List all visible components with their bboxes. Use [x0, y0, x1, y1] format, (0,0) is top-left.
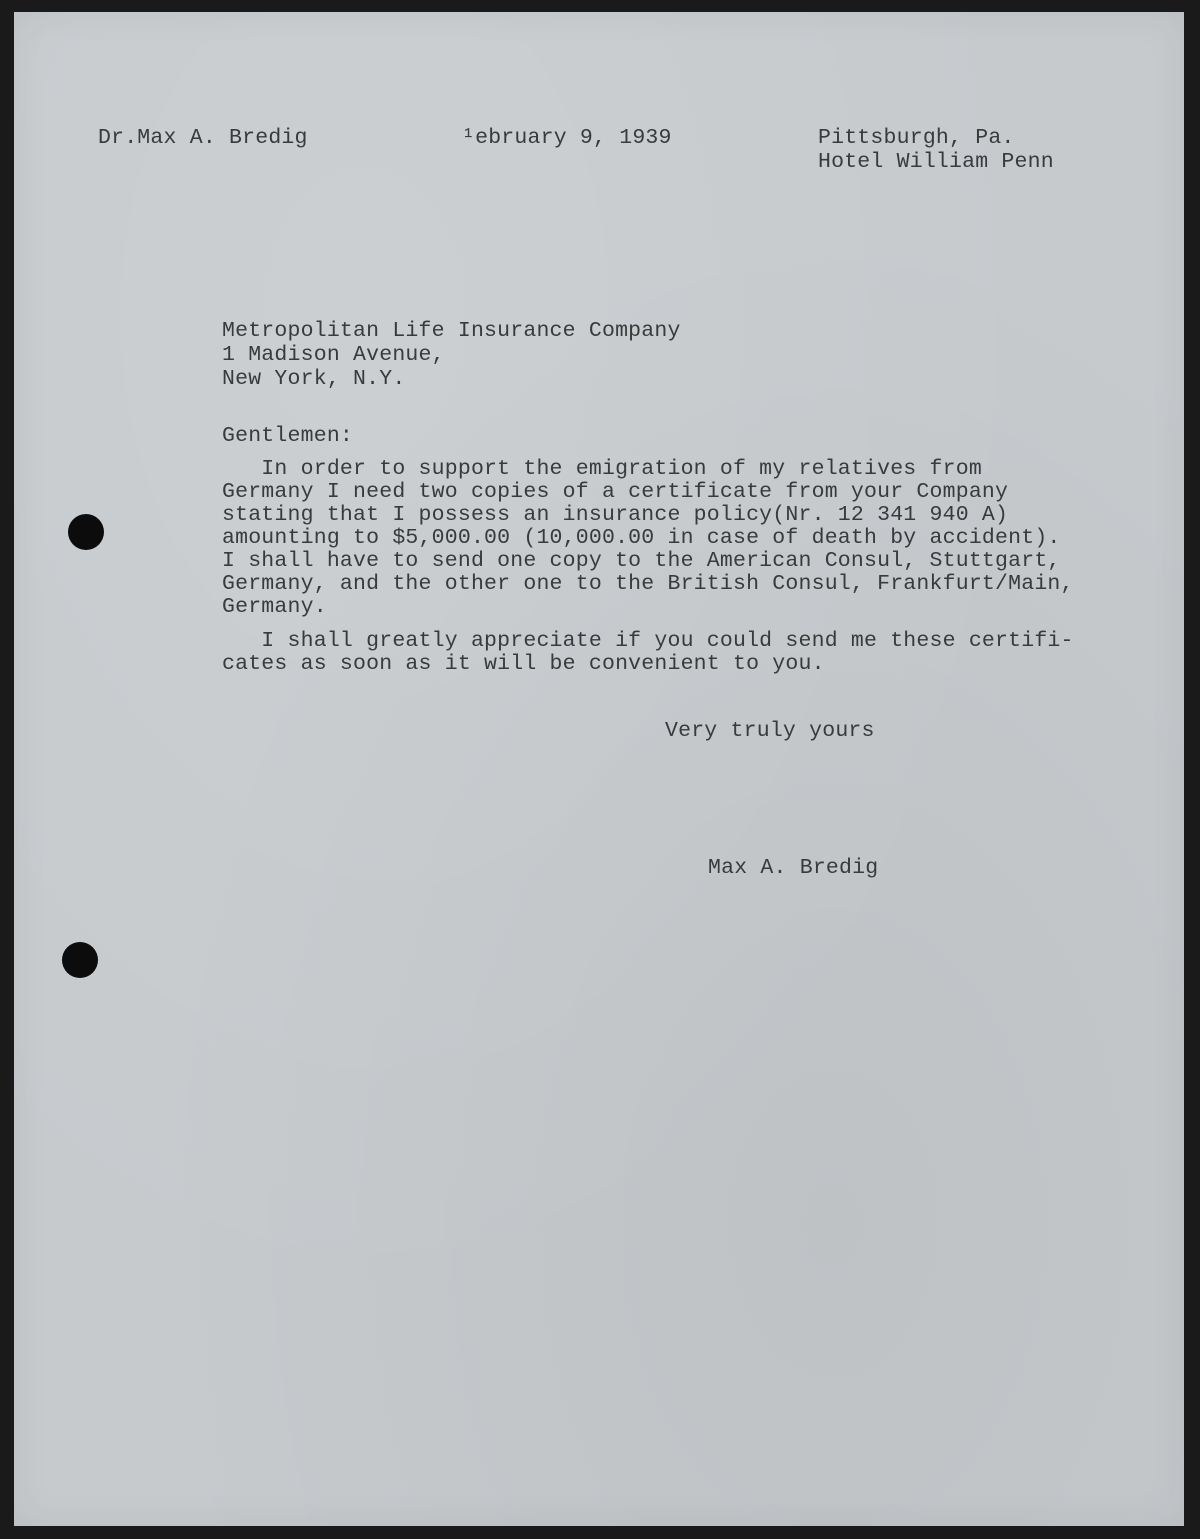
body-line: Germany I need two copies of a certificate from your Company — [222, 480, 1009, 504]
letter-date: ¹ebruary 9, 1939 — [462, 126, 672, 150]
body-line: stating that I possess an insurance policy(Nr. 12 341 940 A) — [222, 503, 1009, 527]
salutation: Gentlemen: — [222, 424, 354, 448]
body-line: I shall greatly appreciate if you could send me these certifi- — [222, 629, 1074, 653]
punch-hole-top — [68, 514, 104, 550]
body-line: amounting to $5,000.00 (10,000.00 in case of death by accident). — [222, 526, 1061, 550]
body-line: cates as soon as it will be convenient to you. — [222, 652, 825, 676]
recipient-street: 1 Madison Avenue, — [222, 343, 445, 367]
sender-hotel: Hotel William Penn — [818, 150, 1054, 174]
recipient-city: New York, N.Y. — [222, 367, 406, 391]
signature: Max A. Bredig — [708, 856, 879, 880]
recipient-name: Metropolitan Life Insurance Company — [222, 319, 681, 343]
body-line: In order to support the emigration of my relatives from — [222, 457, 982, 481]
body-line: I shall have to send one copy to the American Consul, Stuttgart, — [222, 549, 1061, 573]
closing: Very truly yours — [665, 719, 875, 743]
punch-hole-bottom — [62, 942, 98, 978]
body-line: Germany. — [222, 595, 327, 619]
sender-city: Pittsburgh, Pa. — [818, 126, 1015, 150]
letter-page — [14, 12, 1184, 1526]
sender-name: Dr.Max A. Bredig — [98, 126, 308, 150]
body-line: Germany, and the other one to the British Consul, Frankfurt/Main, — [222, 572, 1074, 596]
